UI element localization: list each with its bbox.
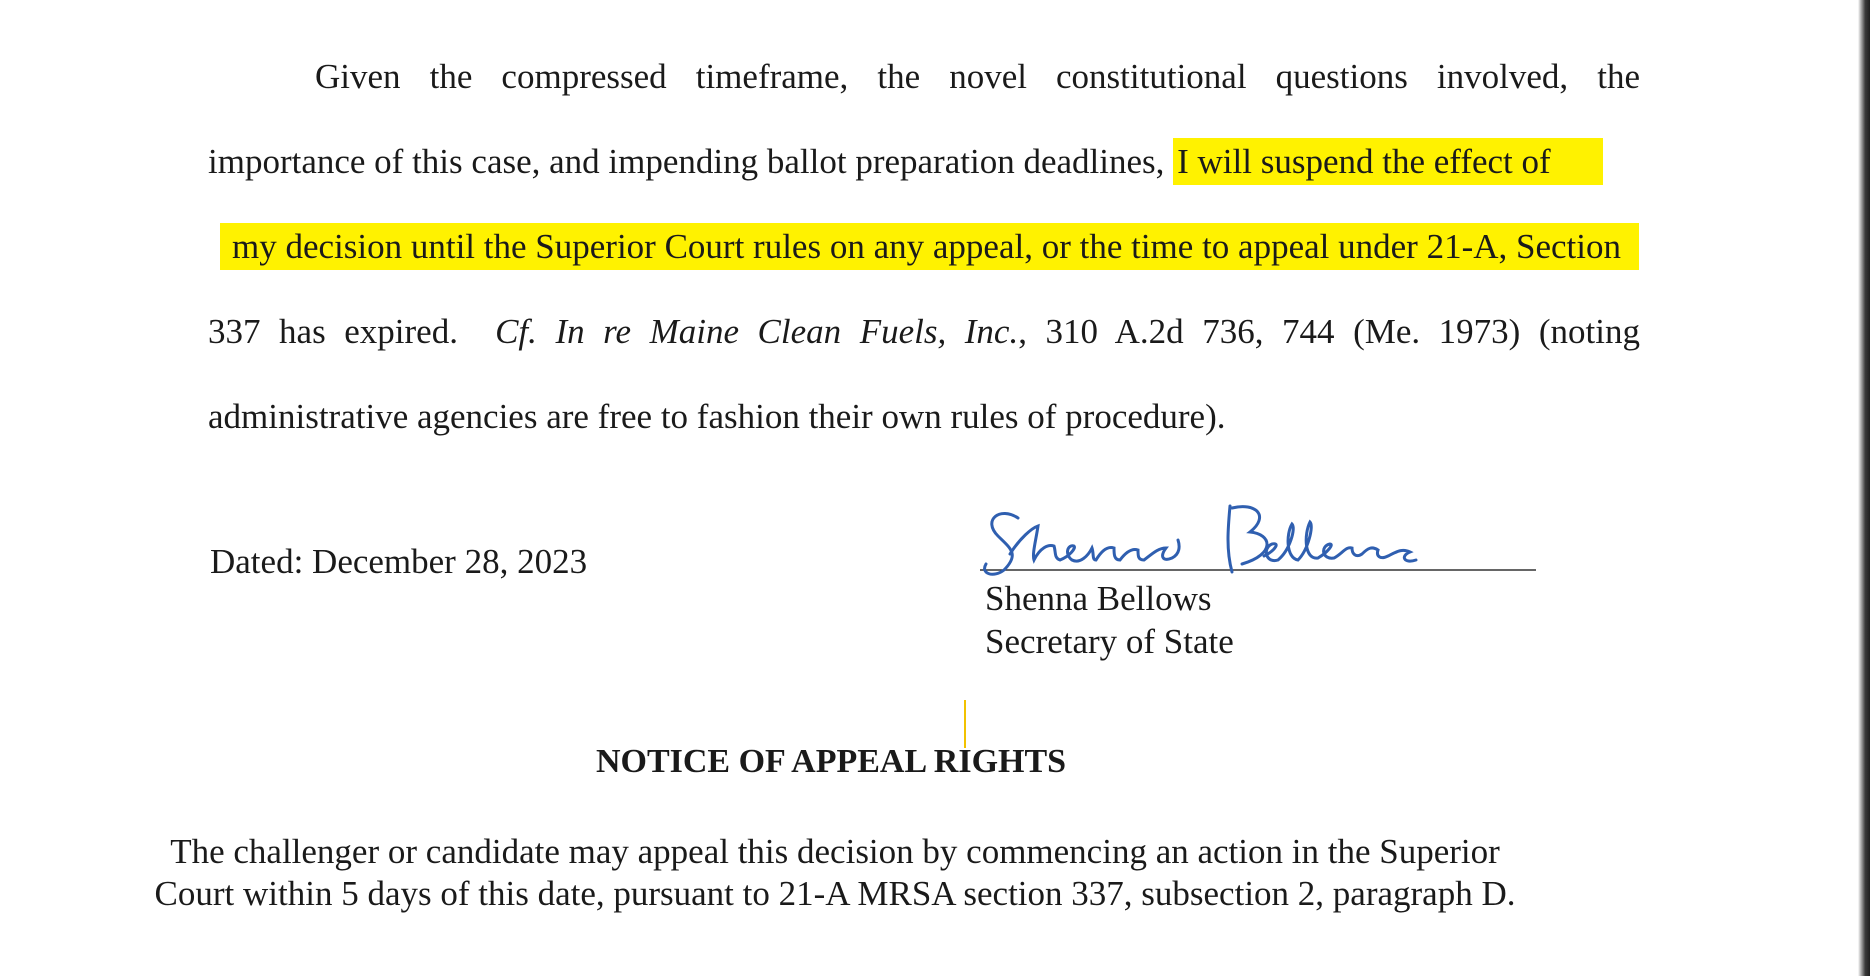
paragraph-line-1-text: Given the compressed timeframe, the novel constitutional questions involved, the	[315, 57, 1640, 96]
paragraph-line-4-text-a: 337 has expired.	[208, 312, 458, 351]
notice-heading-text: NOTICE OF APPEAL RIGHTS	[595, 743, 1067, 780]
notice-line-2: Court within 5 days of this date, pursuant to 21-A MRSA section 337, subsection 2, paragraph D.	[154, 874, 1516, 913]
paragraph-line-2	[208, 140, 1640, 184]
paragraph-line-5	[208, 395, 1640, 439]
handwritten-signature	[980, 498, 1540, 588]
paragraph-line-2-text: importance of this case, and impending ballot preparation deadlines,	[208, 142, 1165, 181]
window-edge	[1858, 0, 1870, 976]
paragraph-line-3	[208, 225, 1640, 269]
notice-heading	[0, 740, 1870, 784]
signer-title: Secretary of State	[985, 622, 1234, 661]
notice-line-1: The challenger or candidate may appeal this decision by commencing an action in the Superior	[170, 832, 1500, 871]
signer-name: Shenna Bellows	[985, 579, 1212, 618]
case-citation: Cf. In re Maine Clean Fuels, Inc.	[495, 312, 1019, 351]
paragraph-line-1	[315, 55, 1640, 99]
date-line: Dated: December 28, 2023	[210, 542, 588, 581]
paragraph-line-4	[208, 310, 1640, 354]
paragraph-line-4-text-b: , 310 A.2d 736, 744 (Me. 1973) (noting	[1018, 312, 1640, 351]
highlighted-text-1: I will suspend the effect of	[1173, 138, 1603, 185]
paragraph-line-5-text: administrative agencies are free to fashion their own rules of procedure).	[208, 397, 1226, 436]
highlighted-text-2: my decision until the Superior Court rules on any appeal, or the time to appeal under 21-A, Section	[220, 223, 1639, 270]
